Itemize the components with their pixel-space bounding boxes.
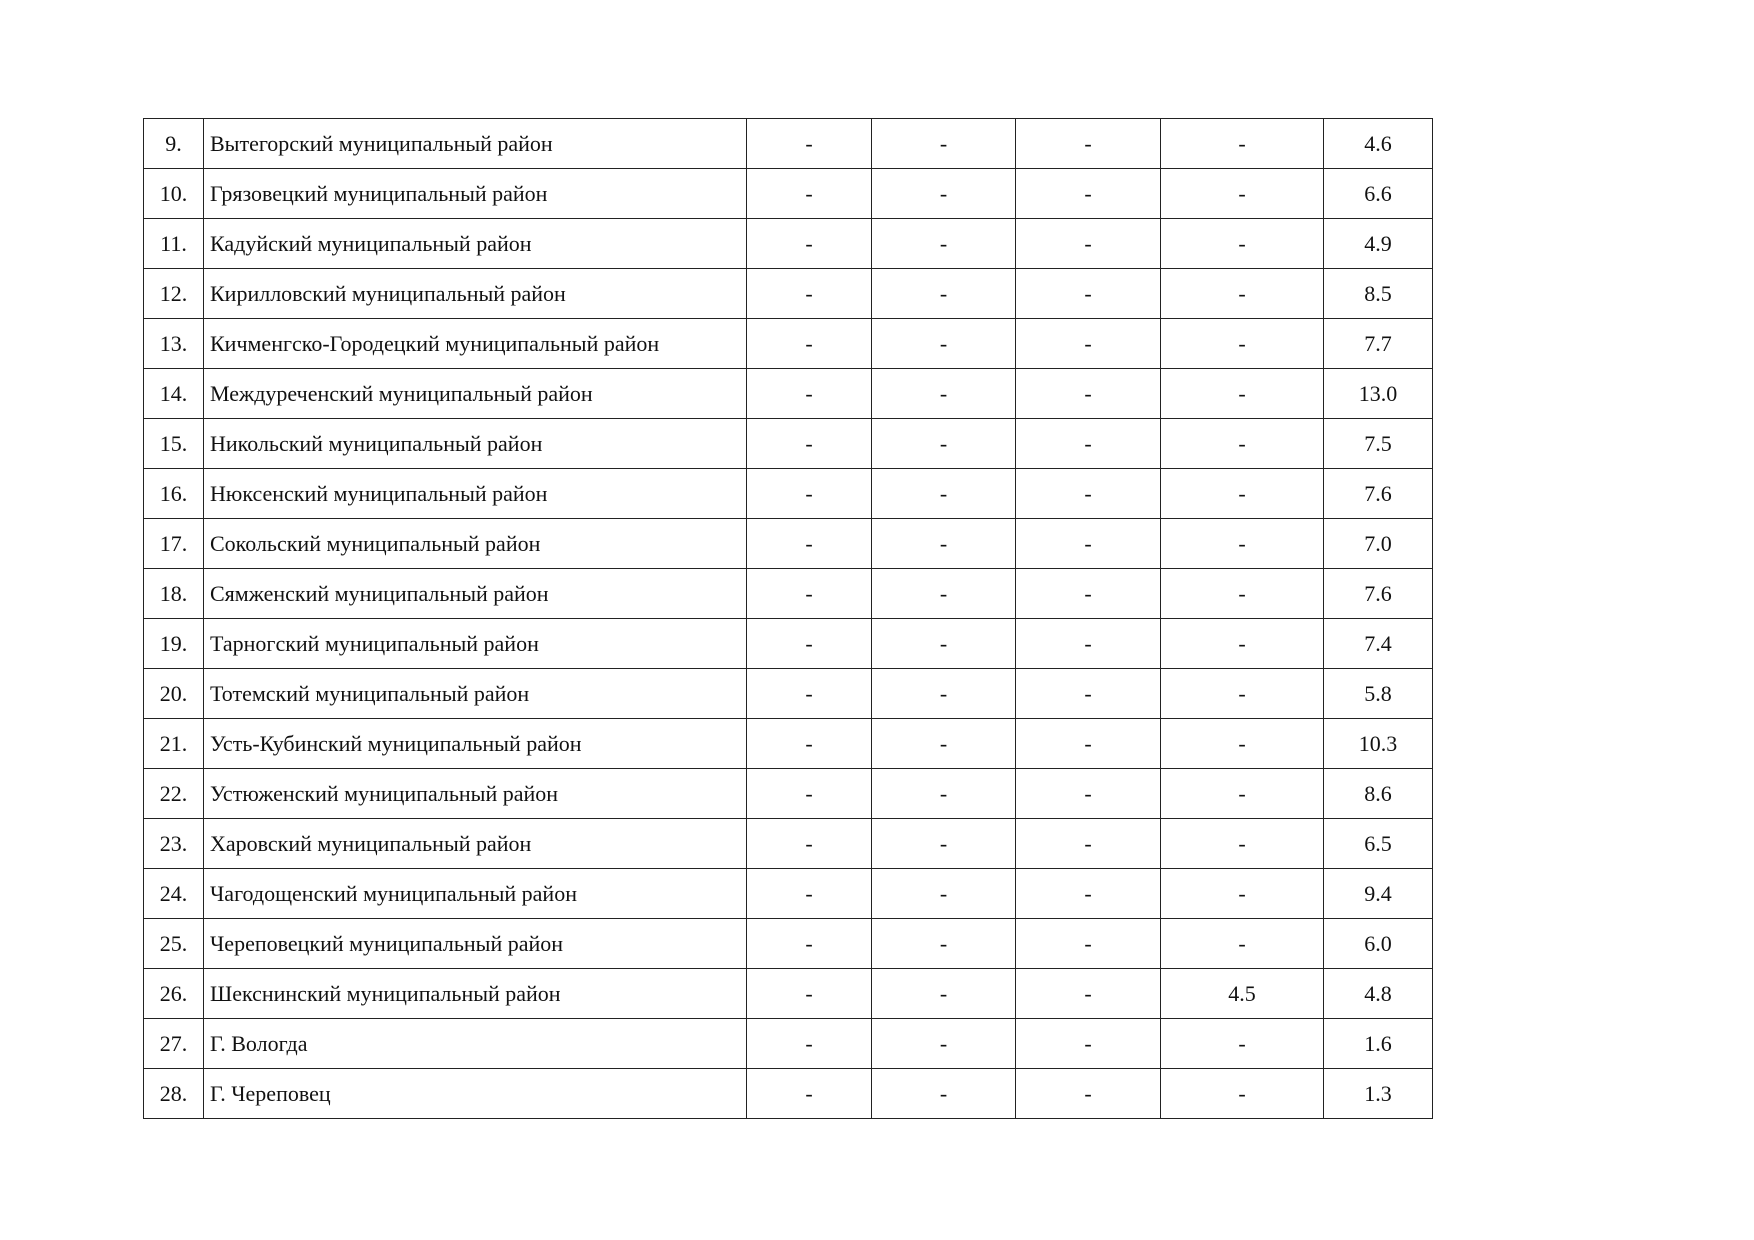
- value-col-5: 7.6: [1324, 569, 1433, 619]
- value-col-3: -: [1016, 519, 1161, 569]
- value-col-3: -: [1016, 269, 1161, 319]
- table-row: [144, 1069, 1433, 1119]
- value-col-5: 4.9: [1324, 219, 1433, 269]
- district-name: Усть-Кубинский муниципальный район: [204, 719, 747, 769]
- row-number: 11.: [144, 219, 204, 269]
- value-col-1: -: [747, 919, 872, 969]
- value-col-2: -: [872, 1019, 1016, 1069]
- value-col-1: -: [747, 969, 872, 1019]
- row-number: 21.: [144, 719, 204, 769]
- value-col-3: -: [1016, 669, 1161, 719]
- value-col-2: -: [872, 519, 1016, 569]
- value-col-2: -: [872, 369, 1016, 419]
- value-col-5: 6.0: [1324, 919, 1433, 969]
- value-col-4: -: [1161, 219, 1324, 269]
- table-row: [144, 1019, 1433, 1069]
- value-col-5: 1.3: [1324, 1069, 1433, 1119]
- value-col-3: -: [1016, 1019, 1161, 1069]
- row-number: 27.: [144, 1019, 204, 1069]
- table-row: [144, 669, 1433, 719]
- value-col-1: -: [747, 569, 872, 619]
- value-col-4: -: [1161, 869, 1324, 919]
- district-name: Кирилловский муниципальный район: [204, 269, 747, 319]
- value-col-1: -: [747, 269, 872, 319]
- row-number: 24.: [144, 869, 204, 919]
- row-number: 17.: [144, 519, 204, 569]
- table-row: [144, 719, 1433, 769]
- district-name: Устюженский муниципальный район: [204, 769, 747, 819]
- value-col-2: -: [872, 919, 1016, 969]
- district-name: Кадуйский муниципальный район: [204, 219, 747, 269]
- value-col-2: -: [872, 169, 1016, 219]
- row-number: 14.: [144, 369, 204, 419]
- table-row: [144, 119, 1433, 169]
- value-col-2: -: [872, 469, 1016, 519]
- value-col-1: -: [747, 869, 872, 919]
- table-row: [144, 969, 1433, 1019]
- value-col-4: -: [1161, 819, 1324, 869]
- value-col-1: -: [747, 319, 872, 369]
- value-col-4: -: [1161, 169, 1324, 219]
- value-col-2: -: [872, 769, 1016, 819]
- value-col-5: 7.5: [1324, 419, 1433, 469]
- table-row: [144, 419, 1433, 469]
- value-col-1: -: [747, 619, 872, 669]
- row-number: 26.: [144, 969, 204, 1019]
- district-name: Чагодощенский муниципальный район: [204, 869, 747, 919]
- value-col-1: -: [747, 119, 872, 169]
- value-col-4: -: [1161, 269, 1324, 319]
- value-col-4: -: [1161, 669, 1324, 719]
- value-col-1: -: [747, 469, 872, 519]
- value-col-5: 8.6: [1324, 769, 1433, 819]
- value-col-4: -: [1161, 769, 1324, 819]
- value-col-3: -: [1016, 319, 1161, 369]
- table-row: [144, 819, 1433, 869]
- row-number: 20.: [144, 669, 204, 719]
- value-col-2: -: [872, 419, 1016, 469]
- value-col-1: -: [747, 369, 872, 419]
- table-row: [144, 869, 1433, 919]
- table-row: [144, 619, 1433, 669]
- table-row: [144, 269, 1433, 319]
- value-col-1: -: [747, 519, 872, 569]
- value-col-3: -: [1016, 169, 1161, 219]
- value-col-1: -: [747, 719, 872, 769]
- value-col-3: -: [1016, 469, 1161, 519]
- value-col-1: -: [747, 669, 872, 719]
- value-col-5: 7.6: [1324, 469, 1433, 519]
- value-col-3: -: [1016, 919, 1161, 969]
- value-col-5: 7.0: [1324, 519, 1433, 569]
- row-number: 9.: [144, 119, 204, 169]
- value-col-5: 10.3: [1324, 719, 1433, 769]
- table-row: [144, 369, 1433, 419]
- row-number: 23.: [144, 819, 204, 869]
- value-col-2: -: [872, 269, 1016, 319]
- value-col-3: -: [1016, 569, 1161, 619]
- value-col-3: -: [1016, 819, 1161, 869]
- value-col-5: 13.0: [1324, 369, 1433, 419]
- value-col-5: 1.6: [1324, 1019, 1433, 1069]
- table-row: [144, 769, 1433, 819]
- value-col-3: -: [1016, 869, 1161, 919]
- value-col-2: -: [872, 719, 1016, 769]
- value-col-1: -: [747, 769, 872, 819]
- row-number: 28.: [144, 1069, 204, 1119]
- value-col-5: 7.7: [1324, 319, 1433, 369]
- table-row: [144, 219, 1433, 269]
- row-number: 18.: [144, 569, 204, 619]
- value-col-2: -: [872, 619, 1016, 669]
- value-col-4: -: [1161, 119, 1324, 169]
- district-name: Сямженский муниципальный район: [204, 569, 747, 619]
- value-col-3: -: [1016, 419, 1161, 469]
- value-col-1: -: [747, 1069, 872, 1119]
- value-col-5: 4.8: [1324, 969, 1433, 1019]
- district-name: Череповецкий муниципальный район: [204, 919, 747, 969]
- row-number: 13.: [144, 319, 204, 369]
- district-name: Кичменгско-Городецкий муниципальный район: [204, 319, 747, 369]
- district-name: Никольский муниципальный район: [204, 419, 747, 469]
- district-name: Нюксенский муниципальный район: [204, 469, 747, 519]
- table-row: [144, 469, 1433, 519]
- district-name: Сокольский муниципальный район: [204, 519, 747, 569]
- row-number: 16.: [144, 469, 204, 519]
- value-col-3: -: [1016, 219, 1161, 269]
- table-row: [144, 519, 1433, 569]
- value-col-3: -: [1016, 769, 1161, 819]
- table-row: [144, 169, 1433, 219]
- row-number: 12.: [144, 269, 204, 319]
- value-col-5: 9.4: [1324, 869, 1433, 919]
- value-col-4: -: [1161, 319, 1324, 369]
- row-number: 19.: [144, 619, 204, 669]
- value-col-4: -: [1161, 569, 1324, 619]
- value-col-1: -: [747, 819, 872, 869]
- district-data-table: [143, 118, 1433, 1119]
- row-number: 10.: [144, 169, 204, 219]
- value-col-5: 4.6: [1324, 119, 1433, 169]
- value-col-1: -: [747, 419, 872, 469]
- value-col-1: -: [747, 219, 872, 269]
- value-col-3: -: [1016, 969, 1161, 1019]
- value-col-2: -: [872, 1069, 1016, 1119]
- value-col-4: -: [1161, 1069, 1324, 1119]
- value-col-4: -: [1161, 369, 1324, 419]
- value-col-3: -: [1016, 119, 1161, 169]
- district-name: Г. Череповец: [204, 1069, 747, 1119]
- value-col-2: -: [872, 669, 1016, 719]
- value-col-5: 6.6: [1324, 169, 1433, 219]
- value-col-2: -: [872, 219, 1016, 269]
- value-col-2: -: [872, 569, 1016, 619]
- district-name: Грязовецкий муниципальный район: [204, 169, 747, 219]
- table-row: [144, 319, 1433, 369]
- table-row: [144, 569, 1433, 619]
- district-name: Шекснинский муниципальный район: [204, 969, 747, 1019]
- value-col-4: -: [1161, 1019, 1324, 1069]
- value-col-4: -: [1161, 719, 1324, 769]
- row-number: 15.: [144, 419, 204, 469]
- value-col-4: -: [1161, 469, 1324, 519]
- value-col-3: -: [1016, 619, 1161, 669]
- value-col-2: -: [872, 869, 1016, 919]
- value-col-4: -: [1161, 419, 1324, 469]
- district-name: Тарногский муниципальный район: [204, 619, 747, 669]
- value-col-5: 7.4: [1324, 619, 1433, 669]
- value-col-2: -: [872, 969, 1016, 1019]
- value-col-2: -: [872, 119, 1016, 169]
- district-name: Харовский муниципальный район: [204, 819, 747, 869]
- value-col-5: 6.5: [1324, 819, 1433, 869]
- row-number: 25.: [144, 919, 204, 969]
- value-col-3: -: [1016, 1069, 1161, 1119]
- value-col-4: 4.5: [1161, 969, 1324, 1019]
- value-col-4: -: [1161, 519, 1324, 569]
- value-col-1: -: [747, 169, 872, 219]
- district-name: Г. Вологда: [204, 1019, 747, 1069]
- table-body: [144, 119, 1433, 1119]
- row-number: 22.: [144, 769, 204, 819]
- value-col-1: -: [747, 1019, 872, 1069]
- value-col-2: -: [872, 819, 1016, 869]
- district-name: Междуреченский муниципальный район: [204, 369, 747, 419]
- value-col-4: -: [1161, 919, 1324, 969]
- district-name: Тотемский муниципальный район: [204, 669, 747, 719]
- district-name: Вытегорский муниципальный район: [204, 119, 747, 169]
- value-col-2: -: [872, 319, 1016, 369]
- value-col-5: 8.5: [1324, 269, 1433, 319]
- table-row: [144, 919, 1433, 969]
- value-col-3: -: [1016, 369, 1161, 419]
- value-col-3: -: [1016, 719, 1161, 769]
- value-col-4: -: [1161, 619, 1324, 669]
- value-col-5: 5.8: [1324, 669, 1433, 719]
